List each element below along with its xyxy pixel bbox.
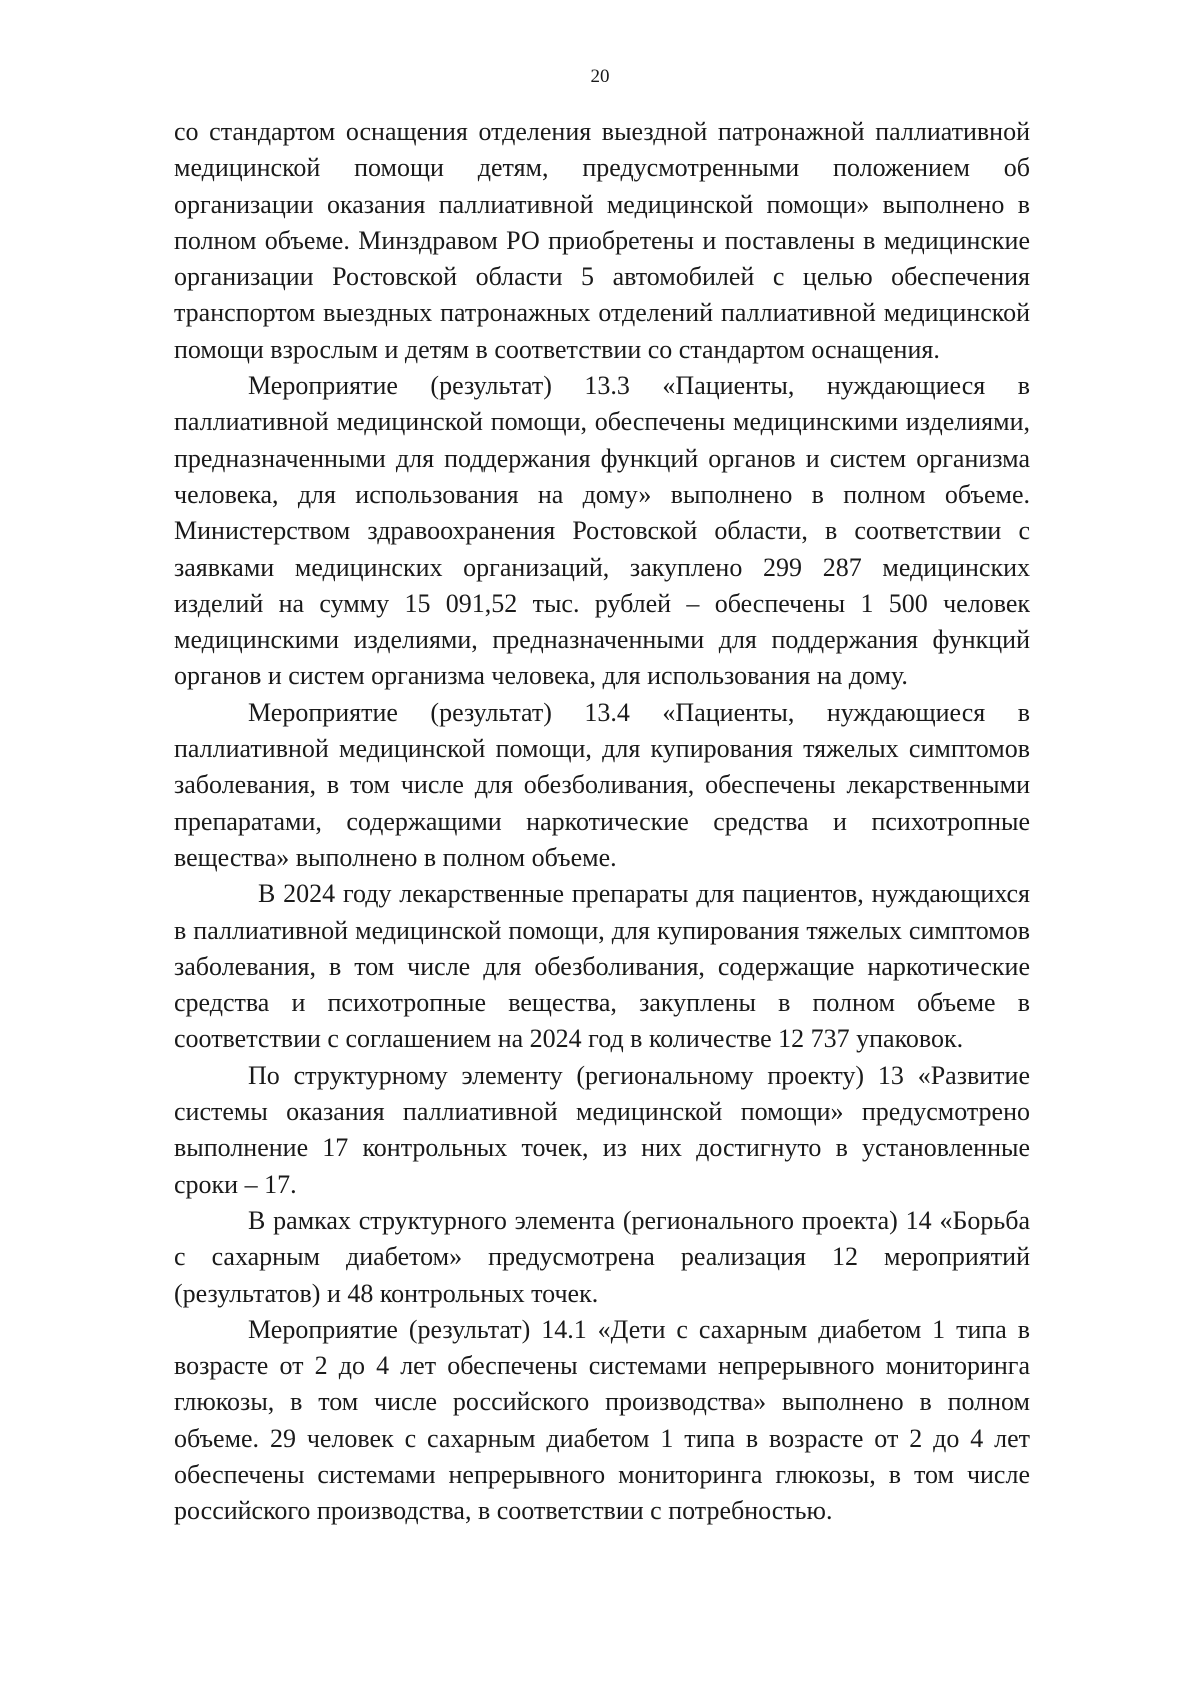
paragraph-project-13-summary: По структурному элементу (региональному проекту) 13 «Развитие системы оказания паллиативной медицинской помощи» предусмотрено выполнение 17 контрольных точек, из них достигнуто в установленные сроки – 17. (174, 1060, 1030, 1199)
paragraph-measure-13-3: Мероприятие (результат) 13.3 «Пациенты, нуждающиеся в паллиативной медицинской помощи, обеспечены медицинскими изделиями, предназначенными для поддержания функций органов и систем организма человека, для использования на дому» выполнено в полном объеме. Министерством здравоохранения Ростовской области, в соответствии с заявками медицинских организаций, закуплено 299 287 медицинских изделий на сумму 15 091,52 тыс. рублей – обеспечены 1 500 человек медицинскими изделиями, предназначенными для поддержания функций органов и систем организма человека, для использования на дому. (174, 371, 1030, 691)
paragraph-2024-purchases: В 2024 году лекарственные препараты для пациентов, нуждающихся в паллиативной медицинской помощи, для купирования тяжелых симптомов заболевания, в том числе для обезболивания, содержащие наркотические средства и психотропные вещества, закуплены в полном объеме в соответствии с соглашением на 2024 год в количестве 12 737 упаковок. (174, 879, 1030, 1054)
paragraph-measure-13-4: Мероприятие (результат) 13.4 «Пациенты, нуждающиеся в паллиативной медицинской помощи, для купирования тяжелых симптомов заболевания, в том числе для обезболивания, обеспечены лекарственными препаратами, содержащими наркотические средства и психотропные вещества» выполнено в полном объеме. (174, 697, 1030, 872)
paragraph-project-14-intro: В рамках структурного элемента (регионального проекта) 14 «Борьба с сахарным диабетом» предусмотрена реализация 12 мероприятий (результатов) и 48 контрольных точек. (174, 1205, 1030, 1308)
page-number: 20 (590, 66, 610, 87)
paragraph-measure-14-1: Мероприятие (результат) 14.1 «Дети с сахарным диабетом 1 типа в возрасте от 2 до 4 лет обеспечены системами непрерывного мониторинга глюкозы, в том числе российского производства» выполнено в полном объеме. 29 человек с сахарным диабетом 1 типа в возрасте от 2 до 4 лет обеспечены системами непрерывного мониторинга глюкозы, в том числе российского производства, в соответствии с потребностью. (174, 1314, 1030, 1526)
paragraph-continuation: со стандартом оснащения отделения выездной патронажной паллиативной медицинской помощи детям, предусмотренными положением об организации оказания паллиативной медицинской помощи» выполнено в полном объеме. Минздравом РО приобретены и поставлены в медицинские организации Ростовской области 5 автомобилей с целью обеспечения транспортом выездных патронажных отделений паллиативной медицинской помощи взрослым и детям в соответствии со стандартом оснащения. (174, 117, 1030, 364)
document-body (174, 114, 1030, 1530)
